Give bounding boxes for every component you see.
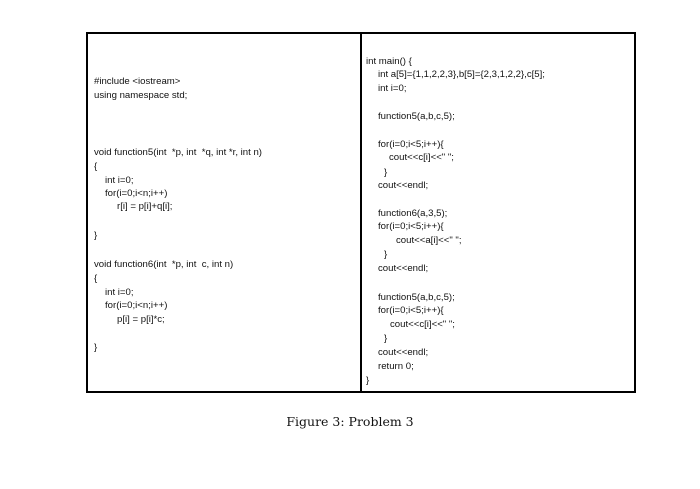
- code-line: function5(a,b,c,5);: [378, 292, 455, 303]
- code-line: int a[5]={1,1,2,2,3},b[5]={2,3,1,2,2},c[5];: [378, 69, 545, 80]
- code-line: function5(a,b,c,5);: [378, 111, 455, 122]
- code-line: r[i] = p[i]+q[i];: [117, 201, 173, 212]
- code-line: }: [384, 249, 388, 260]
- code-line: {: [94, 161, 98, 172]
- code-line: for(i=0;i<5;i++){: [378, 305, 444, 316]
- code-line: cout<<c[i]<<" ";: [389, 152, 454, 163]
- code-line: p[i] = p[i]*c;: [117, 314, 165, 325]
- code-line: for(i=0;i<5;i++){: [378, 221, 444, 232]
- code-line: void function5(int *p, int *q, int *r, int n): [94, 147, 262, 158]
- code-line: return 0;: [378, 361, 414, 372]
- function-definitions-panel: [88, 34, 362, 391]
- figure-caption: Figure 3: Problem 3: [286, 414, 414, 429]
- code-line: }: [94, 342, 98, 353]
- code-line: }: [94, 230, 98, 241]
- code-figure: [86, 32, 636, 393]
- code-line: #include <iostream>: [94, 76, 181, 87]
- code-line: int i=0;: [105, 175, 134, 186]
- code-line: }: [366, 375, 370, 386]
- code-line: void function6(int *p, int c, int n): [94, 259, 234, 270]
- code-line: cout<<endl;: [378, 347, 429, 358]
- main-function-panel: [362, 34, 634, 391]
- code-line: using namespace std;: [94, 90, 188, 101]
- code-line: for(i=0;i<n;i++): [105, 188, 168, 199]
- code-line: int main() {: [366, 56, 412, 67]
- code-line: {: [94, 273, 98, 284]
- code-line: for(i=0;i<5;i++){: [378, 139, 444, 150]
- code-line: cout<<endl;: [378, 180, 429, 191]
- code-line: int i=0;: [105, 287, 134, 298]
- code-line: function6(a,3,5);: [378, 208, 448, 219]
- code-line: }: [384, 333, 388, 344]
- code-line: }: [384, 167, 388, 178]
- code-line: cout<<a[i]<<" ";: [396, 235, 462, 246]
- code-line: for(i=0;i<n;i++): [105, 300, 168, 311]
- code-line: cout<<endl;: [378, 263, 429, 274]
- code-line: int i=0;: [378, 83, 407, 94]
- code-line: cout<<c[i]<<" ";: [390, 319, 455, 330]
